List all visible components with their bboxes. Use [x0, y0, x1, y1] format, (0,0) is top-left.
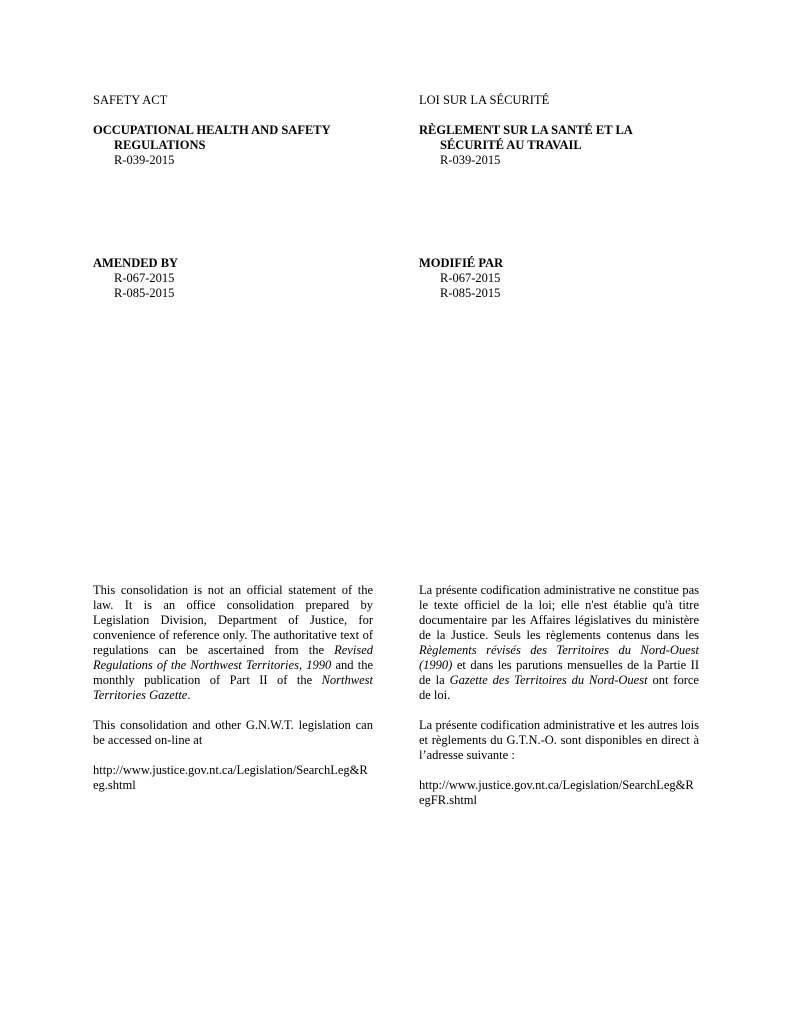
notice-paragraph-1 — [419, 583, 699, 703]
act-title: LOI SUR LA SÉCURITÉ — [419, 93, 550, 107]
notice-paragraph-1 — [93, 583, 373, 703]
notice-italic-title: Northwest Territories Gazette — [93, 673, 373, 702]
regulation-title-line1: RÈGLEMENT SUR LA SANTÉ ET LA — [419, 123, 633, 137]
amendment-item: R-067-2015 — [440, 271, 501, 285]
amendment-item: R-067-2015 — [114, 271, 175, 285]
amended-by-section — [419, 256, 503, 301]
notice-italic-title: Règlements révisés des Territoires du Nord-Ouest (1990) — [419, 643, 699, 672]
regulation-title-line2: SÉCURITÉ AU TRAVAIL — [440, 138, 582, 152]
amended-by-section — [93, 256, 178, 301]
amendment-item: R-085-2015 — [440, 286, 501, 300]
notice-italic-title: Gazette des Territoires du Nord-Ouest — [449, 673, 648, 687]
regulation-title — [93, 123, 331, 168]
amended-by-heading: AMENDED BY — [93, 256, 179, 270]
notice-text: ont force de loi. — [419, 673, 699, 702]
legislation-url-link[interactable]: http://www.justice.gov.nt.ca/Legislation/SearchLeg&RegFR.shtml — [419, 778, 694, 807]
notice-italic-title: Revised Regulations of the Northwest Territories, 1990 — [93, 643, 373, 672]
amended-by-heading: MODIFIÉ PAR — [419, 256, 504, 270]
notice-text: . — [187, 688, 191, 702]
regulation-title-line1: OCCUPATIONAL HEALTH AND SAFETY — [93, 123, 331, 137]
amendment-item: R-085-2015 — [114, 286, 175, 300]
regulation-title — [419, 123, 633, 168]
notice-paragraph-2: La présente codification administrative et les autres lois et règlements du G.T.N.-O. sont disponibles en direct à l’adresse suivante : — [419, 718, 699, 762]
regulation-number: R-039-2015 — [114, 153, 175, 167]
consolidation-notice — [419, 583, 699, 823]
notice-text: and the monthly publication of Part II of the — [93, 658, 373, 687]
act-title: SAFETY ACT — [93, 93, 168, 107]
regulation-number: R-039-2015 — [440, 153, 501, 167]
notice-text: et dans les parutions mensuelles de la Partie II de la — [419, 658, 699, 687]
notice-text: This consolidation is not an official statement of the law. It is an office consolidation prepared by Legislation Division, Department of Justice, for convenience of reference only. The authoritative text of regulations can be ascertained from the — [93, 583, 373, 657]
regulation-title-line2: REGULATIONS — [114, 138, 206, 152]
notice-paragraph-2: This consolidation and other G.N.W.T. legislation can be accessed on-line at — [93, 718, 373, 747]
notice-text: La présente codification administrative ne constitue pas le texte officiel de la loi; elle n'est établie qu'à titre documentaire par les Affaires législatives du ministère de la Justice. Seuls les règlements contenus dans les — [419, 583, 699, 642]
legislation-url-link[interactable]: http://www.justice.gov.nt.ca/Legislation/SearchLeg&Reg.shtml — [93, 763, 368, 792]
consolidation-notice — [93, 583, 373, 808]
